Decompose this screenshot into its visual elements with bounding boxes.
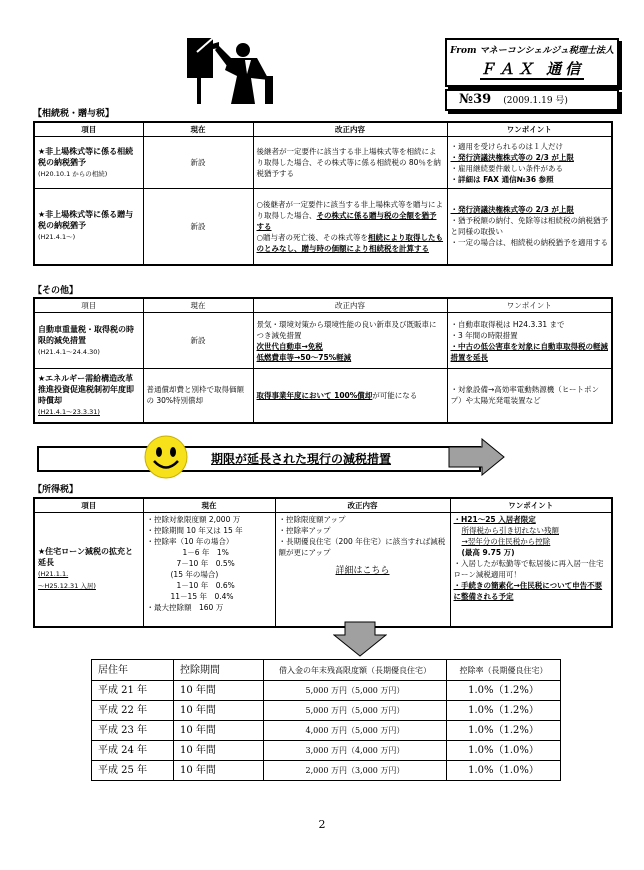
- issue-date: (2009.1.19 号): [503, 96, 568, 106]
- deduction-table: 居住年 控除期間 借入金の年末残高限度額（長期優良住宅） 控除率（長期優良住宅） 平成 21 年 10 年間 5,000 万円（5,000 万円） 1.0%（1.2%） 平成 22 年 10 年間 5,000 万円（5,000 万円） 1.0%（1.2%） 平成 23 年 10 年間 4,000 万円（5,000 万円） 1.0%（1.2%） 平成 24 年 10 年間 3,000 万円（4,000 万円） 1.0%（1.0%） 平成 25 年 10 年間 2,000 万円（3,000 万円） 1.0%（1.0%）: [91, 659, 561, 781]
- table-row: 平成 23 年 10 年間 4,000 万円（5,000 万円） 1.0%（1.2%）: [92, 721, 561, 741]
- fax-title: ＦＡＸ 通信: [479, 60, 585, 78]
- page-number: 2: [318, 818, 326, 831]
- col-header-item: 項目: [34, 122, 143, 137]
- banner-text: 期限が延長された現行の減税措置: [211, 452, 392, 466]
- table-row: ★住宅ローン減税の拡充と延長 (H21.1.1. ～H25.12.31 入居): [34, 513, 143, 627]
- other-table: 項目 現在 改正内容 ワンポイント 自動車重量税・取得税の時限的減免措置 (H21.4.1～24.4.30) 新設 景気・環境対策から環境性能の良い新車及び既販車につき減免措置 次世代自動車→免税 低燃費車等→50～75%軽減 ・自動車取得税は H24.3.31 まで ・3 年間の時限措置 ・中古の低公害車を対象に自動車取得税の軽減措置を延長 ★エネルギー需給構造改革推進投資促進税制初年度即時償却 (H21.4.1～23.3.31) 普通償却費と別枠で取得価額の 30%特別償却 取得事業年度において 100%償却が可能になる ・対象設備→高効率電動熱源機（ヒートポンプ）や太陽光発電装置など: [33, 297, 613, 424]
- sender-name: From マネーコンシェルジュ税理士法人: [450, 46, 614, 56]
- table-row: 平成 21 年 10 年間 5,000 万円（5,000 万円） 1.0%（1.2%）: [92, 681, 561, 701]
- section-income-title: 【所得税】: [33, 485, 79, 495]
- details-link[interactable]: 詳細はこちら: [335, 566, 390, 576]
- section-inheritance-title: 【相続税・贈与税】: [33, 109, 115, 119]
- table-row: ★非上場株式等に係る贈与税の納税猶予 (H21.4.1～): [34, 189, 143, 265]
- smiley-icon: [143, 434, 189, 480]
- col-header-current: 現在: [143, 122, 253, 137]
- table-row: 平成 24 年 10 年間 3,000 万円（4,000 万円） 1.0%（1.0%）: [92, 741, 561, 761]
- extension-banner: [37, 446, 481, 472]
- col-header-point: ワンポイント: [447, 122, 612, 137]
- table-row: ★エネルギー需給構造改革推進投資促進税制初年度即時償却 (H21.4.1～23.3.31): [34, 369, 143, 423]
- fax-header-box: [445, 38, 619, 87]
- right-arrow-icon: [448, 438, 506, 476]
- section-other-title: 【その他】: [33, 286, 79, 296]
- down-arrow-icon: [333, 621, 387, 657]
- table-row: 平成 25 年 10 年間 2,000 万円（3,000 万円） 1.0%（1.0%）: [92, 761, 561, 781]
- presenter-logo-icon: [185, 36, 285, 106]
- inheritance-table: 項目 現在 改正内容 ワンポイント ★非上場株式等に係る相続税の納税猶予 (H20.10.1 からの相続) 新設 後継者が一定要件に該当する非上場株式等を相続により取得した場合、その株式等に係る相続税の 80％を納税猶予する ・適用を受けられるのは１人だけ ・発行済議決権株式等の 2/3 が上限 ・雇用継続要件厳しい条件がある ・詳細は FAX 通信№36 参照 ★非上場株式等に係る贈与税の納税猶予 (H21.4.1～) 新設 ○後継者が一定要件に該当する非上場株式等を贈与により取得した場合、その株式に係る贈与税の全額を猶予する ○贈与者の死亡後、その株式等を相続により取得したものとみなし、贈与時の価額により相続税を計算する ・発行済議決権株式等の 2/3 が上限 ・猶予税額の納付、免除等は相続税の納税猶予と同様の取扱い ・一定の場合は、相続税の納税猶予を適用する: [33, 121, 613, 266]
- table-row: ★非上場株式等に係る相続税の納税猶予 (H20.10.1 からの相続): [34, 137, 143, 189]
- col-header-reform: 改正内容: [253, 122, 447, 137]
- issue-box: [445, 89, 619, 111]
- table-row: 自動車重量税・取得税の時限的減免措置 (H21.4.1～24.4.30): [34, 313, 143, 369]
- income-table: 項目 現在 改正内容 ワンポイント ★住宅ローン減税の拡充と延長 (H21.1.1. ～H25.12.31 入居) ・控除対象限度額 2,000 万 ・控除期間 10 年又は 15 年 ・控除率（10 年の場合） 1－6 年 1% 7－10 年 0.5% (15 年の場合) 1－10 年 0.6% 11－15 年 0.4% ・最大控除額 160 万 ・控除限度額アップ ・控除率アップ ・長期優良住宅（200 年住宅）に該当すれば減税額が更にアップ 詳細はこちら ・H21～25 入居者限定 所得税から引き切れない残額 →翌年分の住民税から控除 (最高 9.75 万) ・入居したが転勤等で転居後に再入居一住宅ローン減税適用可！ ・手続きの簡素化→住民税について申告不要に整備される予定: [33, 497, 613, 628]
- issue-number: №39: [459, 92, 492, 107]
- table-row: 平成 22 年 10 年間 5,000 万円（5,000 万円） 1.0%（1.2%）: [92, 701, 561, 721]
